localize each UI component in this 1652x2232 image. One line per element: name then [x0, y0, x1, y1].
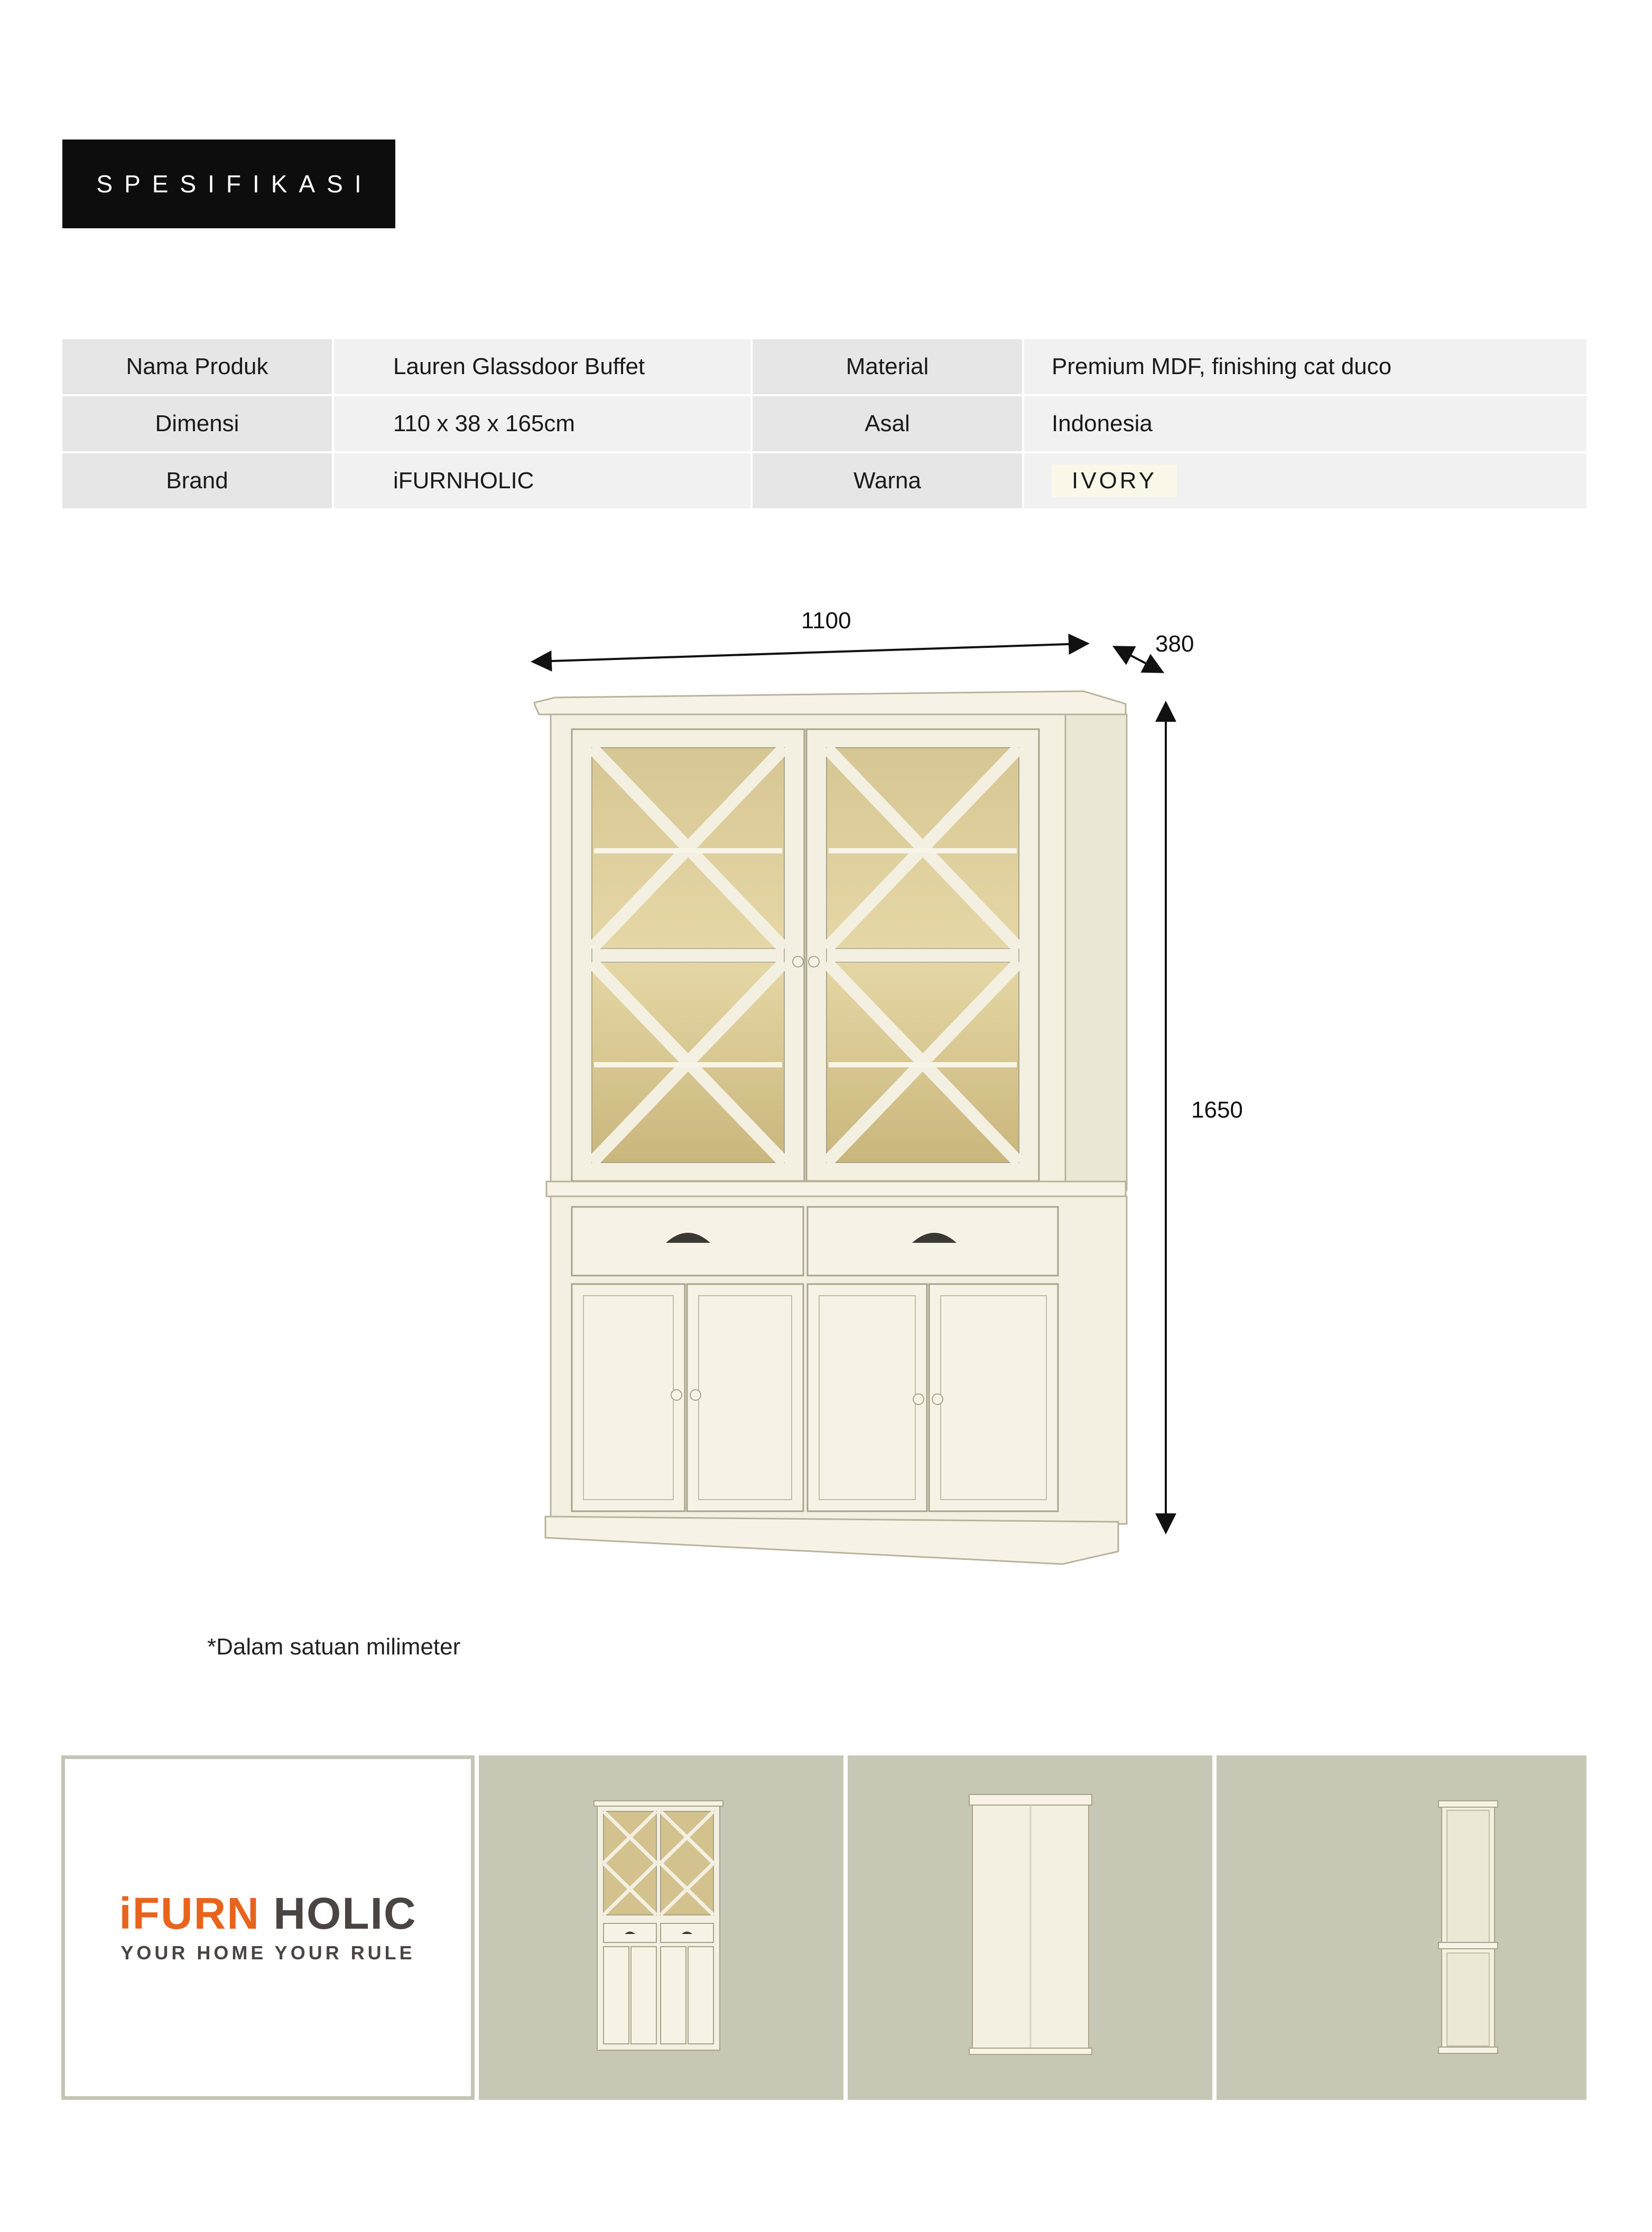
lower-door — [808, 1284, 927, 1511]
logo-tagline: YOUR HOME YOUR RULE — [120, 1942, 415, 1964]
cabinet-illustration — [534, 682, 1131, 1580]
back-view-thumbnail[interactable] — [848, 1755, 1212, 2100]
width-label: 1100 — [801, 608, 851, 634]
product-gallery — [61, 1755, 1586, 2100]
height-label: 1650 — [1191, 1097, 1243, 1123]
right-glass-door — [806, 729, 1039, 1181]
cabinet-plinth — [545, 1517, 1118, 1564]
side-cabinet-thumb — [1217, 1755, 1586, 2100]
spec-label: Material — [753, 339, 1022, 394]
spec-label: Nama Produk — [62, 339, 332, 394]
spec-value: iFURNHOLIC — [334, 453, 750, 508]
width-arrow — [535, 644, 1085, 662]
lower-door — [687, 1284, 803, 1511]
door-knob — [913, 1394, 924, 1405]
cabinet-crown — [534, 691, 1126, 714]
door-knob — [809, 956, 819, 967]
lower-door — [929, 1284, 1058, 1511]
front-cabinet-thumb — [479, 1755, 843, 2100]
spec-value: Indonesia — [1024, 396, 1586, 451]
spec-label: Brand — [62, 453, 332, 508]
logo-text-dark: HOLIC — [259, 1889, 417, 1938]
brand-logo-panel — [61, 1755, 475, 2100]
back-cabinet-thumb — [848, 1755, 1212, 2100]
depth-label: 380 — [1155, 631, 1194, 657]
spec-value: 110 x 38 x 165cm — [334, 396, 750, 451]
depth-arrow — [1116, 648, 1161, 671]
door-knob — [671, 1390, 682, 1400]
spec-value: Premium MDF, finishing cat duco — [1024, 339, 1586, 394]
brand-logo — [119, 1891, 416, 1936]
door-knob — [690, 1390, 701, 1400]
color-chip: IVORY — [1052, 464, 1177, 497]
side-view-thumbnail[interactable] — [1217, 1755, 1586, 2100]
left-glass-door — [572, 729, 804, 1181]
logo-text-orange: iFURN — [119, 1889, 260, 1938]
waist-molding — [546, 1182, 1126, 1196]
spec-label: Warna — [753, 453, 1022, 508]
spec-label: Asal — [753, 396, 1022, 451]
spec-label: Dimensi — [62, 396, 332, 451]
unit-footnote: *Dalam satuan milimeter — [207, 1634, 461, 1660]
lower-door — [572, 1284, 685, 1511]
section-title: SPESIFIKASI — [62, 140, 395, 228]
spec-value: Lauren Glassdoor Buffet — [334, 339, 750, 394]
front-open-view-thumbnail[interactable] — [479, 1755, 843, 2100]
door-knob — [793, 956, 803, 967]
door-knob — [932, 1394, 943, 1405]
